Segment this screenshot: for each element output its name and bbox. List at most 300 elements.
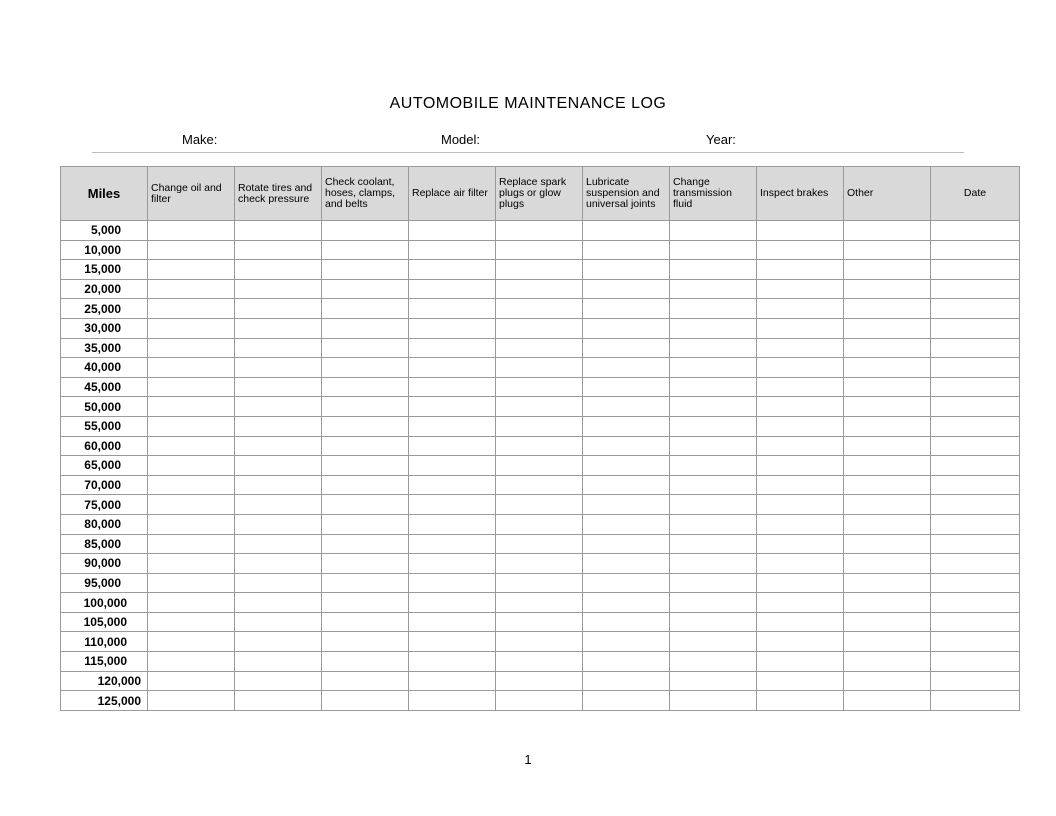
entry-cell[interactable] (583, 318, 670, 338)
entry-cell[interactable] (583, 514, 670, 534)
entry-cell[interactable] (844, 436, 931, 456)
table-row (61, 338, 1020, 358)
entry-cell[interactable] (235, 593, 322, 613)
entry-cell[interactable] (670, 338, 757, 358)
entry-cell[interactable] (670, 573, 757, 593)
entry-cell[interactable] (235, 318, 322, 338)
entry-cell[interactable] (235, 514, 322, 534)
entry-cell[interactable] (322, 671, 409, 691)
entry-cell[interactable] (322, 260, 409, 280)
entry-cell[interactable] (583, 593, 670, 613)
entry-cell[interactable] (148, 691, 235, 711)
entry-cell[interactable] (757, 691, 844, 711)
entry-cell[interactable] (409, 397, 496, 417)
entry-cell[interactable] (757, 514, 844, 534)
entry-cell[interactable] (235, 612, 322, 632)
entry-cell[interactable] (409, 338, 496, 358)
entry-cell[interactable] (670, 534, 757, 554)
miles-cell: 60,000 (61, 436, 148, 456)
entry-cell[interactable] (844, 573, 931, 593)
entry-cell[interactable] (322, 652, 409, 672)
entry-cell[interactable] (322, 514, 409, 534)
entry-cell[interactable] (322, 691, 409, 711)
entry-cell[interactable] (496, 514, 583, 534)
entry-cell[interactable] (757, 534, 844, 554)
entry-cell[interactable] (409, 573, 496, 593)
entry-cell[interactable] (931, 456, 1020, 476)
entry-cell[interactable] (148, 358, 235, 378)
entry-cell[interactable] (844, 240, 931, 260)
entry-cell[interactable] (235, 397, 322, 417)
entry-cell[interactable] (757, 221, 844, 241)
entry-cell[interactable] (148, 416, 235, 436)
entry-cell[interactable] (235, 534, 322, 554)
table-row (61, 495, 1020, 515)
entry-cell[interactable] (670, 671, 757, 691)
entry-cell[interactable] (322, 593, 409, 613)
entry-cell[interactable] (757, 671, 844, 691)
entry-cell[interactable] (844, 338, 931, 358)
entry-cell[interactable] (148, 456, 235, 476)
entry-cell[interactable] (322, 456, 409, 476)
miles-cell: 105,000 (61, 612, 148, 632)
entry-cell[interactable] (757, 299, 844, 319)
entry-cell[interactable] (844, 397, 931, 417)
entry-cell[interactable] (148, 377, 235, 397)
entry-cell[interactable] (496, 377, 583, 397)
entry-cell[interactable] (322, 612, 409, 632)
entry-cell[interactable] (235, 573, 322, 593)
entry-cell[interactable] (757, 279, 844, 299)
entry-cell[interactable] (844, 456, 931, 476)
entry-cell[interactable] (496, 612, 583, 632)
entry-cell[interactable] (757, 593, 844, 613)
entry-cell[interactable] (844, 358, 931, 378)
entry-cell[interactable] (931, 554, 1020, 574)
entry-cell[interactable] (757, 358, 844, 378)
entry-cell[interactable] (583, 495, 670, 515)
entry-cell[interactable] (322, 221, 409, 241)
entry-cell[interactable] (583, 240, 670, 260)
entry-cell[interactable] (496, 318, 583, 338)
entry-cell[interactable] (931, 397, 1020, 417)
entry-cell[interactable] (322, 554, 409, 574)
miles-cell: 80,000 (61, 514, 148, 534)
entry-cell[interactable] (148, 299, 235, 319)
table-row (61, 593, 1020, 613)
entry-cell[interactable] (844, 416, 931, 436)
entry-cell[interactable] (409, 221, 496, 241)
entry-cell[interactable] (670, 612, 757, 632)
page-title: AUTOMOBILE MAINTENANCE LOG (389, 95, 667, 112)
entry-cell[interactable] (931, 691, 1020, 711)
entry-cell[interactable] (844, 554, 931, 574)
entry-cell[interactable] (670, 691, 757, 711)
entry-cell[interactable] (235, 221, 322, 241)
entry-cell[interactable] (322, 397, 409, 417)
entry-cell[interactable] (496, 554, 583, 574)
entry-cell[interactable] (931, 652, 1020, 672)
entry-cell[interactable] (931, 514, 1020, 534)
entry-cell[interactable] (583, 397, 670, 417)
entry-cell[interactable] (931, 671, 1020, 691)
entry-cell[interactable] (757, 456, 844, 476)
entry-cell[interactable] (235, 554, 322, 574)
entry-cell[interactable] (844, 671, 931, 691)
entry-cell[interactable] (496, 593, 583, 613)
entry-cell[interactable] (583, 456, 670, 476)
entry-cell[interactable] (844, 221, 931, 241)
miles-cell: 115,000 (61, 652, 148, 672)
entry-cell[interactable] (931, 260, 1020, 280)
entry-cell[interactable] (496, 573, 583, 593)
table-row (61, 279, 1020, 299)
entry-cell[interactable] (844, 514, 931, 534)
entry-cell[interactable] (496, 221, 583, 241)
entry-cell[interactable] (409, 377, 496, 397)
entry-cell[interactable] (757, 260, 844, 280)
miles-cell: 25,000 (61, 299, 148, 319)
entry-cell[interactable] (235, 632, 322, 652)
entry-cell[interactable] (409, 260, 496, 280)
entry-cell[interactable] (496, 691, 583, 711)
entry-cell[interactable] (931, 495, 1020, 515)
entry-cell[interactable] (844, 652, 931, 672)
model-label: Model: (441, 132, 481, 147)
miles-cell: 10,000 (61, 240, 148, 260)
entry-cell[interactable] (757, 495, 844, 515)
entry-cell[interactable] (496, 534, 583, 554)
entry-cell[interactable] (148, 318, 235, 338)
entry-cell[interactable] (235, 691, 322, 711)
entry-cell[interactable] (322, 495, 409, 515)
entry-cell[interactable] (496, 299, 583, 319)
entry-cell[interactable] (148, 671, 235, 691)
entry-cell[interactable] (583, 260, 670, 280)
entry-cell[interactable] (496, 240, 583, 260)
entry-cell[interactable] (148, 632, 235, 652)
entry-cell[interactable] (670, 416, 757, 436)
entry-cell[interactable] (148, 495, 235, 515)
entry-cell[interactable] (409, 534, 496, 554)
entry-cell[interactable] (931, 240, 1020, 260)
entry-cell[interactable] (409, 514, 496, 534)
table-row (61, 475, 1020, 495)
entry-cell[interactable] (931, 612, 1020, 632)
column-header-date: Date (931, 167, 1020, 221)
miles-cell: 95,000 (61, 573, 148, 593)
entry-cell[interactable] (757, 475, 844, 495)
entry-cell[interactable] (322, 299, 409, 319)
entry-cell[interactable] (931, 416, 1020, 436)
entry-cell[interactable] (148, 652, 235, 672)
entry-cell[interactable] (844, 691, 931, 711)
entry-cell[interactable] (409, 632, 496, 652)
entry-cell[interactable] (409, 240, 496, 260)
entry-cell[interactable] (844, 475, 931, 495)
entry-cell[interactable] (148, 573, 235, 593)
entry-cell[interactable] (670, 397, 757, 417)
entry-cell[interactable] (496, 260, 583, 280)
entry-cell[interactable] (235, 338, 322, 358)
entry-cell[interactable] (931, 318, 1020, 338)
entry-cell[interactable] (409, 495, 496, 515)
entry-cell[interactable] (583, 358, 670, 378)
entry-cell[interactable] (844, 377, 931, 397)
entry-cell[interactable] (757, 554, 844, 574)
entry-cell[interactable] (409, 299, 496, 319)
entry-cell[interactable] (583, 475, 670, 495)
miles-cell: 45,000 (61, 377, 148, 397)
entry-cell[interactable] (496, 397, 583, 417)
make-label: Make: (182, 132, 218, 147)
entry-cell[interactable] (409, 652, 496, 672)
entry-cell[interactable] (235, 416, 322, 436)
entry-cell[interactable] (583, 554, 670, 574)
entry-cell[interactable] (757, 436, 844, 456)
entry-cell[interactable] (670, 632, 757, 652)
entry-cell[interactable] (409, 279, 496, 299)
entry-cell[interactable] (757, 652, 844, 672)
entry-cell[interactable] (496, 475, 583, 495)
entry-cell[interactable] (496, 495, 583, 515)
entry-cell[interactable] (757, 632, 844, 652)
miles-cell: 125,000 (61, 691, 148, 711)
entry-cell[interactable] (496, 632, 583, 652)
entry-cell[interactable] (235, 240, 322, 260)
entry-cell[interactable] (409, 671, 496, 691)
entry-cell[interactable] (235, 279, 322, 299)
entry-cell[interactable] (844, 495, 931, 515)
entry-cell[interactable] (670, 260, 757, 280)
entry-cell[interactable] (409, 318, 496, 338)
entry-cell[interactable] (931, 593, 1020, 613)
table-row (61, 573, 1020, 593)
entry-cell[interactable] (148, 279, 235, 299)
entry-cell[interactable] (931, 632, 1020, 652)
entry-cell[interactable] (931, 436, 1020, 456)
table-row (61, 671, 1020, 691)
entry-cell[interactable] (844, 632, 931, 652)
entry-cell[interactable] (322, 318, 409, 338)
entry-cell[interactable] (844, 260, 931, 280)
entry-cell[interactable] (844, 534, 931, 554)
entry-cell[interactable] (670, 593, 757, 613)
entry-cell[interactable] (670, 377, 757, 397)
column-header-air-filter: Replace air filter (409, 167, 496, 221)
miles-cell: 110,000 (61, 632, 148, 652)
entry-cell[interactable] (322, 338, 409, 358)
entry-cell[interactable] (670, 358, 757, 378)
entry-cell[interactable] (322, 573, 409, 593)
table-row (61, 240, 1020, 260)
entry-cell[interactable] (757, 318, 844, 338)
entry-cell[interactable] (670, 221, 757, 241)
entry-cell[interactable] (931, 475, 1020, 495)
miles-cell: 70,000 (61, 475, 148, 495)
entry-cell[interactable] (496, 338, 583, 358)
miles-cell: 5,000 (61, 221, 148, 241)
entry-cell[interactable] (409, 475, 496, 495)
table-row (61, 534, 1020, 554)
entry-cell[interactable] (322, 279, 409, 299)
entry-cell[interactable] (148, 240, 235, 260)
entry-cell[interactable] (583, 416, 670, 436)
entry-cell[interactable] (148, 534, 235, 554)
entry-cell[interactable] (844, 593, 931, 613)
entry-cell[interactable] (496, 358, 583, 378)
table-row (61, 612, 1020, 632)
entry-cell[interactable] (931, 534, 1020, 554)
entry-cell[interactable] (670, 318, 757, 338)
entry-cell[interactable] (496, 416, 583, 436)
entry-cell[interactable] (322, 377, 409, 397)
entry-cell[interactable] (583, 671, 670, 691)
entry-cell[interactable] (931, 377, 1020, 397)
entry-cell[interactable] (322, 240, 409, 260)
entry-cell[interactable] (148, 612, 235, 632)
entry-cell[interactable] (670, 279, 757, 299)
entry-cell[interactable] (670, 475, 757, 495)
entry-cell[interactable] (322, 416, 409, 436)
entry-cell[interactable] (583, 652, 670, 672)
entry-cell[interactable] (148, 475, 235, 495)
miles-cell: 65,000 (61, 456, 148, 476)
miles-cell: 120,000 (61, 671, 148, 691)
miles-cell: 75,000 (61, 495, 148, 515)
entry-cell[interactable] (757, 416, 844, 436)
entry-cell[interactable] (409, 416, 496, 436)
entry-cell[interactable] (670, 495, 757, 515)
entry-cell[interactable] (148, 593, 235, 613)
entry-cell[interactable] (583, 691, 670, 711)
entry-cell[interactable] (235, 456, 322, 476)
entry-cell[interactable] (235, 671, 322, 691)
miles-cell: 35,000 (61, 338, 148, 358)
entry-cell[interactable] (148, 397, 235, 417)
entry-cell[interactable] (670, 240, 757, 260)
entry-cell[interactable] (757, 338, 844, 358)
entry-cell[interactable] (409, 456, 496, 476)
entry-cell[interactable] (931, 299, 1020, 319)
entry-cell[interactable] (148, 554, 235, 574)
entry-cell[interactable] (235, 299, 322, 319)
entry-cell[interactable] (322, 436, 409, 456)
entry-cell[interactable] (583, 534, 670, 554)
table-row (61, 318, 1020, 338)
entry-cell[interactable] (409, 593, 496, 613)
entry-cell[interactable] (670, 514, 757, 534)
entry-cell[interactable] (757, 612, 844, 632)
entry-cell[interactable] (409, 358, 496, 378)
entry-cell[interactable] (583, 436, 670, 456)
miles-cell: 20,000 (61, 279, 148, 299)
entry-cell[interactable] (670, 554, 757, 574)
entry-cell[interactable] (931, 221, 1020, 241)
entry-cell[interactable] (322, 475, 409, 495)
entry-cell[interactable] (583, 573, 670, 593)
entry-cell[interactable] (931, 338, 1020, 358)
entry-cell[interactable] (235, 377, 322, 397)
entry-cell[interactable] (583, 299, 670, 319)
entry-cell[interactable] (583, 279, 670, 299)
vehicle-info-row (92, 130, 964, 153)
entry-cell[interactable] (844, 299, 931, 319)
column-header-transmission: Change transmission fluid (670, 167, 757, 221)
column-header-oil: Change oil and filter (148, 167, 235, 221)
entry-cell[interactable] (409, 436, 496, 456)
table-row (61, 299, 1020, 319)
entry-cell[interactable] (583, 377, 670, 397)
entry-cell[interactable] (931, 279, 1020, 299)
entry-cell[interactable] (757, 573, 844, 593)
entry-cell[interactable] (148, 514, 235, 534)
entry-cell[interactable] (583, 221, 670, 241)
entry-cell[interactable] (496, 456, 583, 476)
table-row (61, 554, 1020, 574)
entry-cell[interactable] (757, 377, 844, 397)
miles-cell: 40,000 (61, 358, 148, 378)
table-row (61, 456, 1020, 476)
column-header-spark-plugs: Replace spark plugs or glow plugs (496, 167, 583, 221)
column-header-other: Other (844, 167, 931, 221)
entry-cell[interactable] (235, 436, 322, 456)
entry-cell[interactable] (757, 240, 844, 260)
entry-cell[interactable] (496, 436, 583, 456)
entry-cell[interactable] (409, 612, 496, 632)
entry-cell[interactable] (670, 299, 757, 319)
entry-cell[interactable] (583, 612, 670, 632)
entry-cell[interactable] (409, 554, 496, 574)
entry-cell[interactable] (322, 358, 409, 378)
table-row (61, 514, 1020, 534)
table-row (61, 416, 1020, 436)
entry-cell[interactable] (844, 612, 931, 632)
table-row (61, 436, 1020, 456)
entry-cell[interactable] (496, 671, 583, 691)
entry-cell[interactable] (844, 318, 931, 338)
miles-cell: 55,000 (61, 416, 148, 436)
entry-cell[interactable] (583, 338, 670, 358)
entry-cell[interactable] (583, 632, 670, 652)
entry-cell[interactable] (148, 338, 235, 358)
column-header-miles: Miles (61, 167, 148, 221)
table-row (61, 691, 1020, 711)
table-row (61, 377, 1020, 397)
entry-cell[interactable] (931, 358, 1020, 378)
entry-cell[interactable] (322, 534, 409, 554)
entry-cell[interactable] (235, 652, 322, 672)
entry-cell[interactable] (148, 221, 235, 241)
entry-cell[interactable] (148, 436, 235, 456)
entry-cell[interactable] (496, 279, 583, 299)
entry-cell[interactable] (670, 436, 757, 456)
entry-cell[interactable] (235, 260, 322, 280)
entry-cell[interactable] (931, 573, 1020, 593)
entry-cell[interactable] (844, 279, 931, 299)
page-number: 1 (524, 752, 532, 767)
entry-cell[interactable] (322, 632, 409, 652)
entry-cell[interactable] (235, 495, 322, 515)
entry-cell[interactable] (148, 260, 235, 280)
entry-cell[interactable] (235, 358, 322, 378)
entry-cell[interactable] (496, 652, 583, 672)
entry-cell[interactable] (670, 456, 757, 476)
entry-cell[interactable] (757, 397, 844, 417)
entry-cell[interactable] (670, 652, 757, 672)
entry-cell[interactable] (235, 475, 322, 495)
entry-cell[interactable] (409, 691, 496, 711)
